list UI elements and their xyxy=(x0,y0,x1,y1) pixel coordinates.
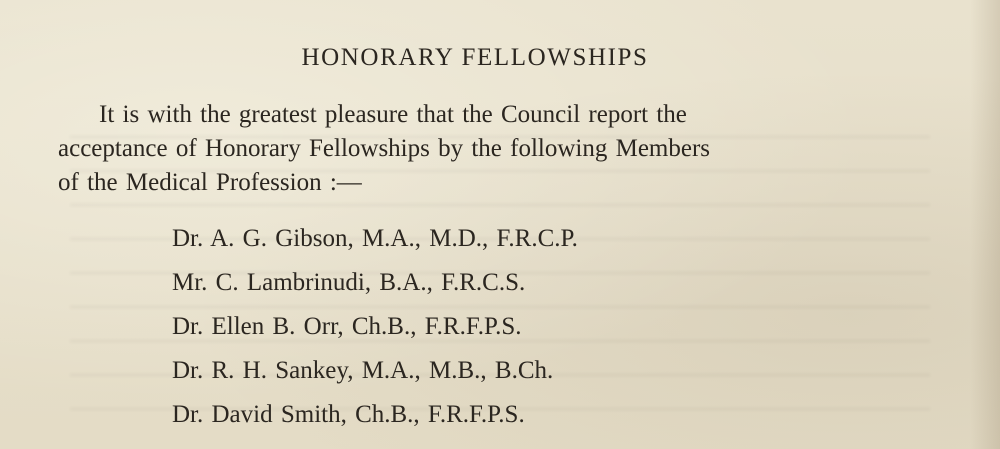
intro-paragraph xyxy=(58,98,900,200)
intro-line: of the Medical Profession :— xyxy=(58,169,362,196)
intro-line: It is with the greatest pleasure that the Council report the xyxy=(99,101,687,128)
page-heading: HONORARY FELLOWSHIPS xyxy=(301,44,649,71)
fellows-list xyxy=(172,222,872,442)
fellow-entry: Dr. R. H. Sankey, M.A., M.B., B.Ch. xyxy=(172,357,554,384)
fellow-entry: Dr. A. G. Gibson, M.A., M.D., F.R.C.P. xyxy=(172,225,578,252)
page-edge-shadow xyxy=(970,0,1000,449)
fellow-entry: Dr. David Smith, Ch.B., F.R.F.P.S. xyxy=(172,401,525,428)
fellow-entry: Dr. Ellen B. Orr, Ch.B., F.R.F.P.S. xyxy=(172,313,522,340)
intro-line: acceptance of Honorary Fellowships by the following Members xyxy=(58,135,711,162)
fellow-entry: Mr. C. Lambrinudi, B.A., F.R.C.S. xyxy=(172,269,526,296)
